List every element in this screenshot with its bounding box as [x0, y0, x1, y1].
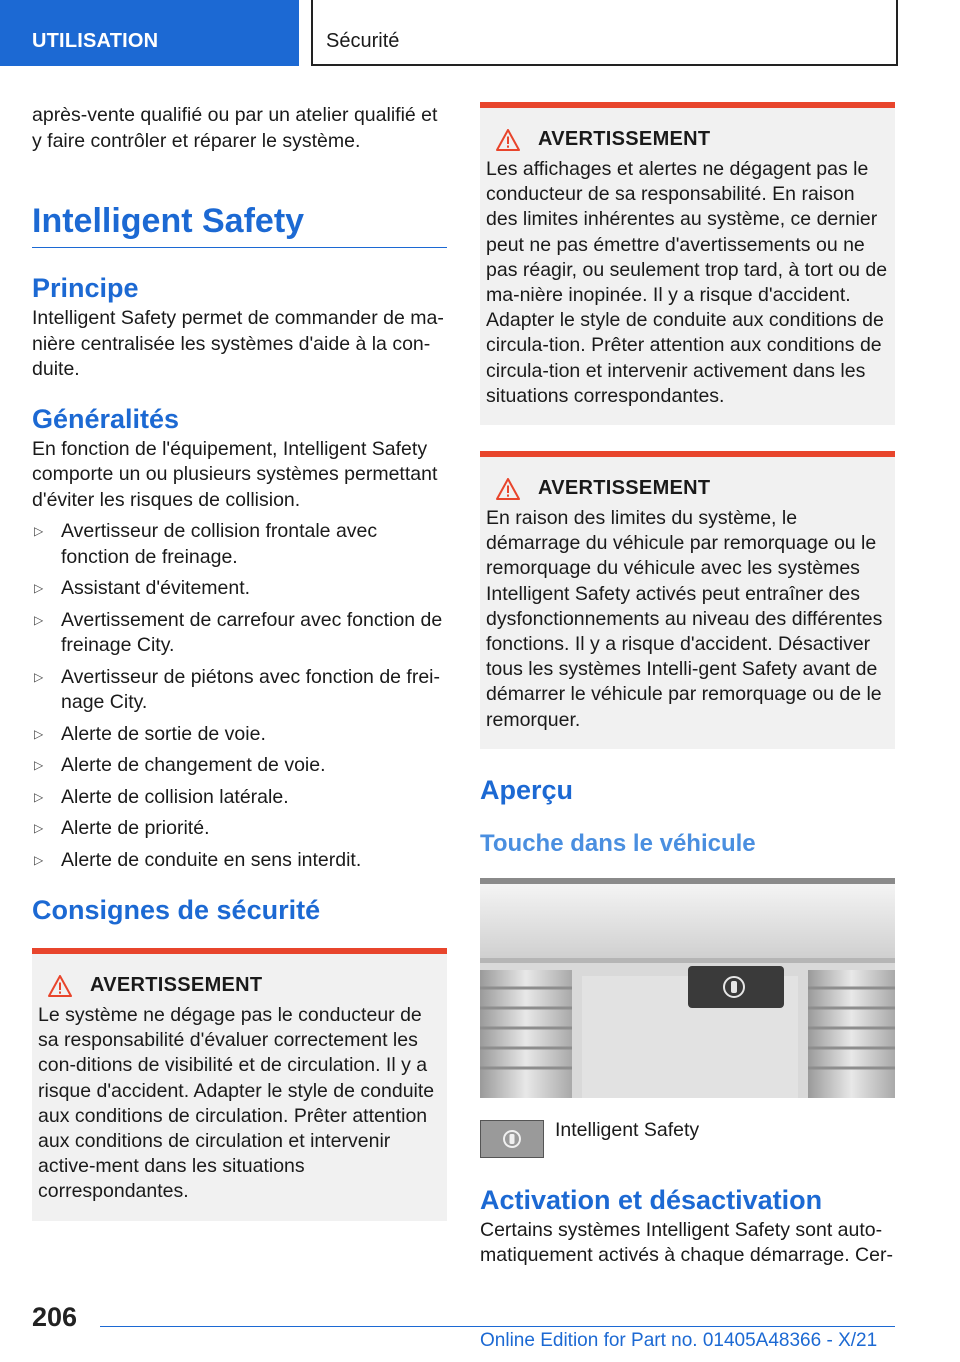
page-header [0, 0, 960, 66]
header-subsection-box [311, 0, 898, 66]
list-item: ▷ Alerte de sortie de voie. [32, 722, 447, 748]
warning-box [480, 102, 895, 425]
triangle-bullet-icon: ▷ [34, 669, 44, 684]
warning-text: En raison des limites du système, le démarrage du véhicule par remorquage ou le remorquage du véhicule avec les systèmes Intelligent Safety activés peut entraîner des dysfonctionnements au niveau des différentes fonctions. Il y a risque d'accident. Désactiver tous les systèmes Intelli-gent Safety avant de démarrer le véhicule par remorquage ou de le remorquer. [486, 507, 883, 731]
triangle-bullet-icon: ▷ [34, 758, 44, 772]
activation-heading: Activation et désactivation [480, 1184, 823, 1215]
systems-list [32, 519, 447, 873]
warning-triangle-icon [48, 975, 72, 997]
warning-title-row [48, 974, 441, 997]
left-column [32, 100, 447, 1221]
warning-text: Le système ne dégage pas le conducteur de sa responsabilité d'évaluer correctement les con-ditions de visibilité et de circulation. Il y a risque d'accident. Adapter le style de conduite aux conditions de circulation. Prêter attention aux conditions de circulation et intervenir active-ment dans les situations correspondantes. [38, 1004, 435, 1203]
button-caption: Intelligent Safety [555, 1118, 700, 1141]
header-section-tab [0, 0, 299, 66]
list-item: ▷ Alerte de changement de voie. [32, 753, 447, 779]
principe-text: Intelligent Safety permet de commander de ma-nière centralisée les systèmes d'aide à la con-duite. [32, 307, 444, 380]
triangle-bullet-icon: ▷ [34, 612, 44, 627]
footer-divider [100, 1326, 895, 1327]
vehicle-button-photo [480, 878, 895, 1098]
apercu-heading: Aperçu [480, 774, 574, 805]
list-item: ▷ Avertisseur de piétons avec fonction de frei-nage City. [34, 665, 441, 713]
generalites-heading: Généralités [32, 403, 180, 434]
intro-paragraph: après-vente qualifié ou par un atelier qualifié et y faire contrôler et réparer le système. [32, 104, 438, 152]
intelligent-safety-button-icon [480, 1120, 544, 1158]
consignes-heading: Consignes de sécurité [32, 895, 321, 925]
triangle-bullet-icon: ▷ [34, 852, 44, 867]
principe-heading: Principe [32, 273, 139, 303]
footer-edition: Online Edition for Part no. 01405A48366 - X/21 [480, 1330, 878, 1351]
triangle-bullet-icon: ▷ [34, 726, 44, 741]
header-subsection-label: Sécurité [326, 30, 400, 52]
page-title: Intelligent Safety [32, 202, 447, 248]
warning-triangle-icon [496, 478, 520, 500]
page-number: 206 [32, 1302, 78, 1332]
warning-box [32, 948, 447, 1221]
list-item: ▷ Alerte de priorité. [32, 816, 447, 842]
list-item: ▷ Avertisseur de collision frontale avec fonction de freinage. [34, 520, 378, 568]
activation-text: Certains systèmes Intelligent Safety sont auto-matiquement activés à chaque démarrage. Cer- [480, 1218, 893, 1267]
warning-title: AVERTISSEMENT [538, 477, 711, 500]
triangle-bullet-icon: ▷ [34, 524, 44, 538]
touche-heading: Touche dans le véhicule [480, 829, 756, 857]
list-item: ▷ Assistant d'évitement. [32, 576, 447, 602]
right-column [480, 102, 895, 1269]
warning-text: Les affichages et alertes ne dégagent pas le conducteur de sa responsabilité. En raison des limites inhérentes au système, ce dernier peut ne pas émettre d'avertissements ou ne pas réagir, ou seulement trop tard, à tort ou de ma-nière inopinée. Il y a risque d'accident. Adapter le style de conduite aux conditions de circula-tion. Prêter attention aux conditions de circula-tion et intervenir activement dans les situations correspondantes. [486, 158, 888, 407]
warning-title-row [496, 477, 889, 500]
triangle-bullet-icon: ▷ [34, 821, 44, 835]
warning-triangle-icon [496, 129, 520, 151]
list-item: ▷ Avertissement de carrefour avec fonction de freinage City. [34, 608, 443, 656]
warning-title-row [496, 128, 889, 151]
generalites-text: En fonction de l'équipement, Intelligent Safety comporte un ou plusieurs systèmes permettant d'éviter les risques de collision. [32, 437, 438, 511]
triangle-bullet-icon: ▷ [34, 581, 44, 595]
warning-box [480, 451, 895, 749]
list-item: ▷ Alerte de conduite en sens interdit. [32, 848, 447, 874]
triangle-bullet-icon: ▷ [34, 789, 44, 804]
button-legend [480, 1118, 895, 1158]
list-item: ▷ Alerte de collision latérale. [32, 785, 447, 811]
dashboard-illustration [480, 878, 895, 1098]
header-section-label: UTILISATION [32, 30, 159, 52]
warning-title: AVERTISSEMENT [90, 974, 263, 996]
warning-title: AVERTISSEMENT [538, 128, 711, 150]
